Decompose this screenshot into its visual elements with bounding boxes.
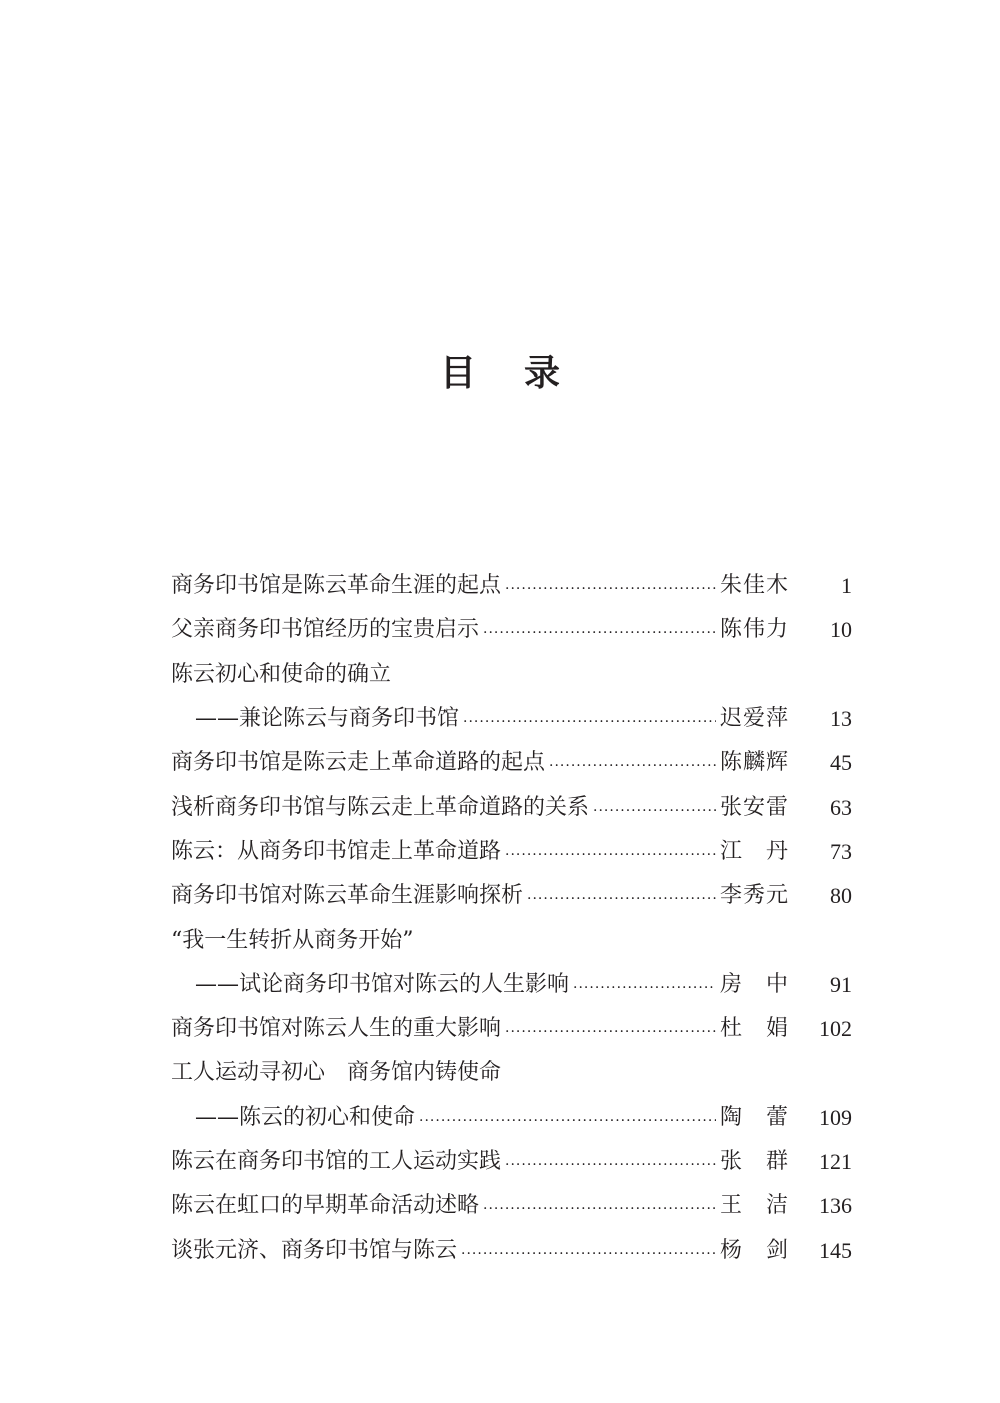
toc-entry-author: 江 丹 — [720, 838, 788, 864]
toc-entry-author: 张安雷 — [720, 794, 788, 820]
toc-entry-page: 1 — [841, 573, 852, 599]
toc-entry-author: 迟爱萍 — [720, 706, 788, 732]
toc-entry-author: 李秀元 — [720, 883, 788, 909]
toc-entry-subtitle[interactable] — [171, 963, 852, 1007]
toc-entry-page: 10 — [830, 617, 852, 643]
toc-entry-page: 91 — [830, 971, 852, 997]
toc-entry-page: 80 — [830, 883, 852, 909]
toc-entry[interactable] — [171, 608, 852, 652]
toc-entry-page: 136 — [819, 1193, 852, 1219]
dot-leader — [505, 830, 716, 874]
toc-entry-page: 109 — [819, 1104, 852, 1130]
toc-entry-author: 陈伟力 — [720, 617, 788, 643]
dot-leader — [461, 1229, 716, 1273]
title-char-1: 目 — [439, 353, 476, 394]
toc-entry-page: 73 — [830, 838, 852, 864]
toc-entry-heading[interactable] — [171, 1051, 852, 1095]
dot-leader — [505, 1007, 716, 1051]
toc-entry[interactable] — [171, 785, 852, 829]
toc-entry-title: 商务印书馆是陈云走上革命道路的起点 — [171, 750, 546, 776]
page-title — [0, 352, 1000, 396]
dot-leader — [419, 1096, 716, 1140]
dot-leader — [505, 1140, 716, 1184]
toc-entry-page: 102 — [819, 1016, 852, 1042]
toc-entry-title: 商务印书馆对陈云人生的重大影响 — [171, 1016, 502, 1042]
dot-leader — [549, 741, 716, 785]
toc-entry-subtitle[interactable] — [171, 1096, 852, 1140]
toc-entry-author: 陶 蕾 — [720, 1104, 788, 1130]
toc-entry-title: 商务印书馆对陈云革命生涯影响探析 — [171, 883, 524, 909]
toc-entry-subtitle[interactable] — [171, 697, 852, 741]
toc-entry[interactable] — [171, 741, 852, 785]
toc-entry-title: 陈云：从商务印书馆走上革命道路 — [171, 838, 502, 864]
toc-entry-subtitle-text: ——陈云的初心和使命 — [195, 1104, 416, 1130]
toc-entry[interactable] — [171, 1140, 852, 1184]
dot-leader — [593, 786, 716, 830]
toc-entry[interactable] — [171, 830, 852, 874]
toc-entry-heading[interactable] — [171, 918, 852, 962]
dot-leader — [505, 564, 716, 608]
dot-leader — [483, 608, 716, 652]
toc-entry[interactable] — [171, 874, 852, 918]
dot-leader — [463, 697, 716, 741]
toc-entry-subtitle-text: ——兼论陈云与商务印书馆 — [195, 706, 460, 732]
toc-entry-subtitle-text: ——试论商务印书馆对陈云的人生影响 — [195, 971, 570, 997]
toc-entry-title: 浅析商务印书馆与陈云走上革命道路的关系 — [171, 794, 590, 820]
toc-entry[interactable] — [171, 1184, 852, 1228]
toc-entry-page: 63 — [830, 794, 852, 820]
toc-entry[interactable] — [171, 564, 852, 608]
toc-entry-author: 朱佳木 — [720, 573, 788, 599]
toc-entry-author: 王 洁 — [720, 1193, 788, 1219]
toc-entry-title: 陈云初心和使命的确立 — [171, 661, 392, 687]
dot-leader — [483, 1184, 716, 1228]
toc-entry-author: 房 中 — [720, 971, 788, 997]
toc-entry-author: 杨 剑 — [720, 1237, 788, 1263]
toc-entry-author: 杜 娟 — [720, 1016, 788, 1042]
table-of-contents — [171, 564, 852, 1273]
toc-entry-heading[interactable] — [171, 653, 852, 697]
toc-entry-title: 工人运动寻初心 商务馆内铸使命 — [171, 1060, 502, 1086]
toc-entry-author: 陈麟辉 — [720, 750, 788, 776]
toc-entry-page: 121 — [819, 1149, 852, 1174]
dot-leader — [573, 963, 716, 1007]
toc-entry-title: 父亲商务印书馆经历的宝贵启示 — [171, 617, 480, 643]
toc-entry-author: 张 群 — [720, 1149, 788, 1174]
toc-entry-title: 商务印书馆是陈云革命生涯的起点 — [171, 573, 502, 599]
dot-leader — [527, 874, 716, 918]
toc-entry[interactable] — [171, 1007, 852, 1051]
toc-entry[interactable] — [171, 1228, 852, 1272]
toc-entry-page: 145 — [819, 1237, 852, 1263]
toc-entry-title: 谈张元济、商务印书馆与陈云 — [171, 1237, 458, 1263]
toc-entry-title: 陈云在商务印书馆的工人运动实践 — [171, 1149, 502, 1174]
toc-entry-title: 陈云在虹口的早期革命活动述略 — [171, 1193, 480, 1219]
toc-entry-title: “我一生转折从商务开始” — [171, 927, 414, 953]
title-char-2: 录 — [524, 353, 561, 394]
toc-entry-page: 13 — [830, 706, 852, 732]
toc-entry-page: 45 — [830, 750, 852, 776]
